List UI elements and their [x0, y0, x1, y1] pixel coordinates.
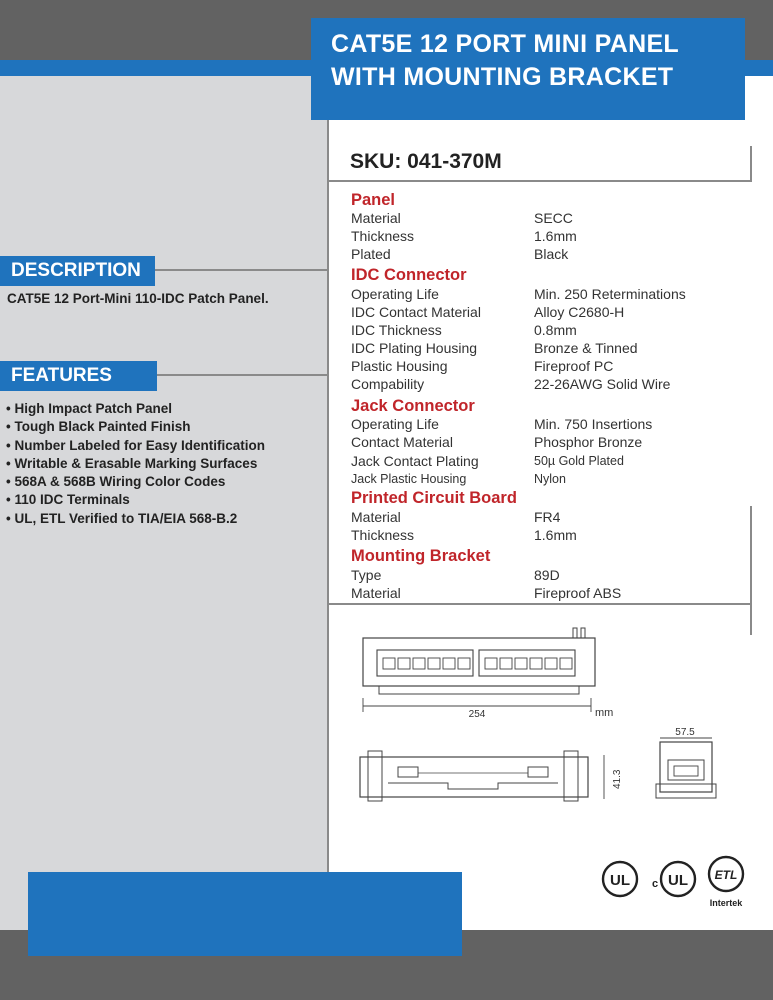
spec-key: Thickness — [351, 228, 415, 244]
spec-value: Fireproof ABS — [534, 585, 622, 601]
spec-rule-right — [750, 506, 752, 635]
feature-item: • 110 IDC Terminals — [6, 491, 265, 509]
spec-value: 89D — [534, 567, 560, 583]
spec-value: Nylon — [534, 472, 566, 486]
spec-key: Jack Plastic Housing — [351, 472, 467, 486]
feature-item: • 568A & 568B Wiring Color Codes — [6, 473, 265, 491]
spec-key: Plastic Housing — [351, 358, 448, 374]
front-view-drawing — [355, 622, 625, 722]
feature-item: • Number Labeled for Easy Identification — [6, 437, 265, 455]
spec-value: FR4 — [534, 509, 561, 525]
spec-heading-jack: Jack Connector — [351, 397, 475, 415]
spec-key: IDC Thickness — [351, 322, 442, 338]
spec-key: Plated — [351, 246, 391, 262]
spec-key: Jack Contact Plating — [351, 453, 479, 469]
spec-value: 22-26AWG Solid Wire — [534, 376, 671, 392]
depth-dimension: 57.5 — [675, 727, 695, 738]
spec-key: IDC Contact Material — [351, 304, 481, 320]
spec-key: Compability — [351, 376, 425, 392]
unit-label: mm — [595, 707, 614, 719]
feature-item: • UL, ETL Verified to TIA/EIA 568-B.2 — [6, 510, 265, 528]
spec-value: 1.6mm — [534, 527, 577, 543]
spec-value: 50µ Gold Plated — [534, 454, 624, 468]
spec-value: Phosphor Bronze — [534, 434, 643, 450]
ul-logo — [603, 862, 637, 896]
title-line-2: WITH MOUNTING BRACKET — [331, 63, 674, 91]
spec-heading-idc: IDC Connector — [351, 266, 467, 284]
cul-logo — [652, 862, 695, 896]
cul-logo-text: UL — [668, 872, 688, 889]
spec-bottom-rule — [329, 603, 752, 605]
end-view-drawing — [650, 722, 725, 804]
feature-item: • Tough Black Painted Finish — [6, 418, 265, 436]
title-line-1: CAT5E 12 PORT MINI PANEL — [331, 30, 679, 58]
sku-rule-right — [750, 146, 752, 182]
spec-heading-bracket: Mounting Bracket — [351, 547, 491, 565]
feature-item: • High Impact Patch Panel — [6, 400, 265, 418]
spec-value: Black — [534, 246, 569, 262]
spec-key: Material — [351, 509, 401, 525]
ul-logo-text: UL — [610, 872, 630, 889]
description-text: CAT5E 12 Port-Mini 110-IDC Patch Panel. — [7, 291, 269, 306]
spec-value: Min. 250 Reterminations — [534, 286, 686, 302]
spec-value: Min. 750 Insertions — [534, 416, 653, 432]
side-view-drawing — [358, 745, 628, 807]
etl-logo — [709, 857, 743, 908]
spec-key: Thickness — [351, 527, 415, 543]
certification-logos — [598, 852, 748, 912]
spec-heading-pcb: Printed Circuit Board — [351, 489, 517, 507]
sku-label: SKU: 041-370M — [350, 150, 502, 173]
cul-logo-c: c — [652, 878, 659, 890]
features-heading: FEATURES — [0, 361, 157, 391]
spec-value: Fireproof PC — [534, 358, 614, 374]
etl-logo-text: ETL — [714, 868, 738, 882]
sku-rule — [329, 180, 752, 182]
title-box — [311, 18, 745, 120]
width-dimension: 254 — [468, 709, 486, 720]
spec-key: Material — [351, 585, 401, 601]
vertical-divider — [327, 120, 329, 930]
spec-key: Contact Material — [351, 434, 453, 450]
spec-heading-panel: Panel — [351, 191, 396, 209]
features-list — [6, 400, 265, 528]
spec-key: Operating Life — [351, 416, 439, 432]
spec-value: Bronze & Tinned — [534, 340, 638, 356]
feature-item: • Writable & Erasable Marking Surfaces — [6, 455, 265, 473]
height-dimension: 41.3 — [612, 769, 623, 789]
spec-value: 0.8mm — [534, 322, 577, 338]
description-rule — [155, 269, 327, 271]
spec-value: 1.6mm — [534, 228, 577, 244]
features-rule — [157, 374, 327, 376]
intertek-label: Intertek — [709, 898, 743, 908]
spec-key: Type — [351, 567, 382, 583]
description-heading: DESCRIPTION — [0, 256, 155, 286]
spec-value: Alloy C2680-H — [534, 304, 625, 320]
spec-key: Material — [351, 210, 401, 226]
bottom-blue-block — [28, 872, 462, 956]
spec-value: SECC — [534, 210, 573, 226]
spec-key: IDC Plating Housing — [351, 340, 478, 356]
spec-key: Operating Life — [351, 286, 439, 302]
